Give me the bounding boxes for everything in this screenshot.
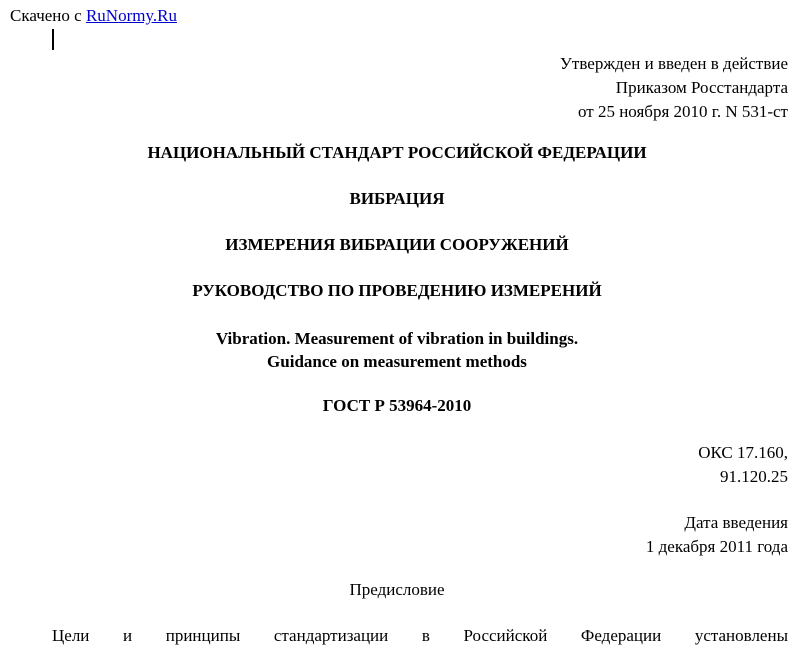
english-title-line: Guidance on measurement methods <box>267 352 527 371</box>
intro-date-value: 1 декабря 2011 года <box>645 537 788 556</box>
oks-block <box>698 441 788 489</box>
intro-date-label: Дата введения <box>684 513 788 532</box>
approval-line: Утвержден и введен в действие <box>559 54 788 73</box>
english-title-line: Vibration. Measurement of vibration in buildings. <box>215 329 579 348</box>
guide-title: РУКОВОДСТВО ПО ПРОВЕДЕНИЮ ИЗМЕРЕНИЙ <box>192 281 602 300</box>
preface-heading: Предисловие <box>349 580 445 599</box>
intro-date-block <box>646 511 788 559</box>
oks-line: 91.120.25 <box>720 467 788 486</box>
approval-line: Приказом Росстандарта <box>615 78 788 97</box>
source-prefix: Скачено с <box>10 6 82 25</box>
approval-line: от 25 ноября 2010 г. N 531-ст <box>578 102 788 121</box>
preface-paragraph: Цели и принципы стандартизации в Российской Федерации установлены <box>52 626 788 645</box>
english-title <box>0 327 794 373</box>
gost-number: ГОСТ Р 53964-2010 <box>322 396 472 415</box>
source-line <box>10 6 177 26</box>
oks-line: ОКС 17.160, <box>698 443 788 462</box>
standard-title: НАЦИОНАЛЬНЫЙ СТАНДАРТ РОССИЙСКОЙ ФЕДЕРАЦИИ <box>147 143 647 162</box>
subject-title: ВИБРАЦИЯ <box>349 189 445 208</box>
text-cursor <box>52 29 54 50</box>
source-link[interactable]: RuNormy.Ru <box>85 6 177 25</box>
measurement-title: ИЗМЕРЕНИЯ ВИБРАЦИИ СООРУЖЕНИЙ <box>225 235 569 254</box>
approval-block <box>560 52 788 124</box>
